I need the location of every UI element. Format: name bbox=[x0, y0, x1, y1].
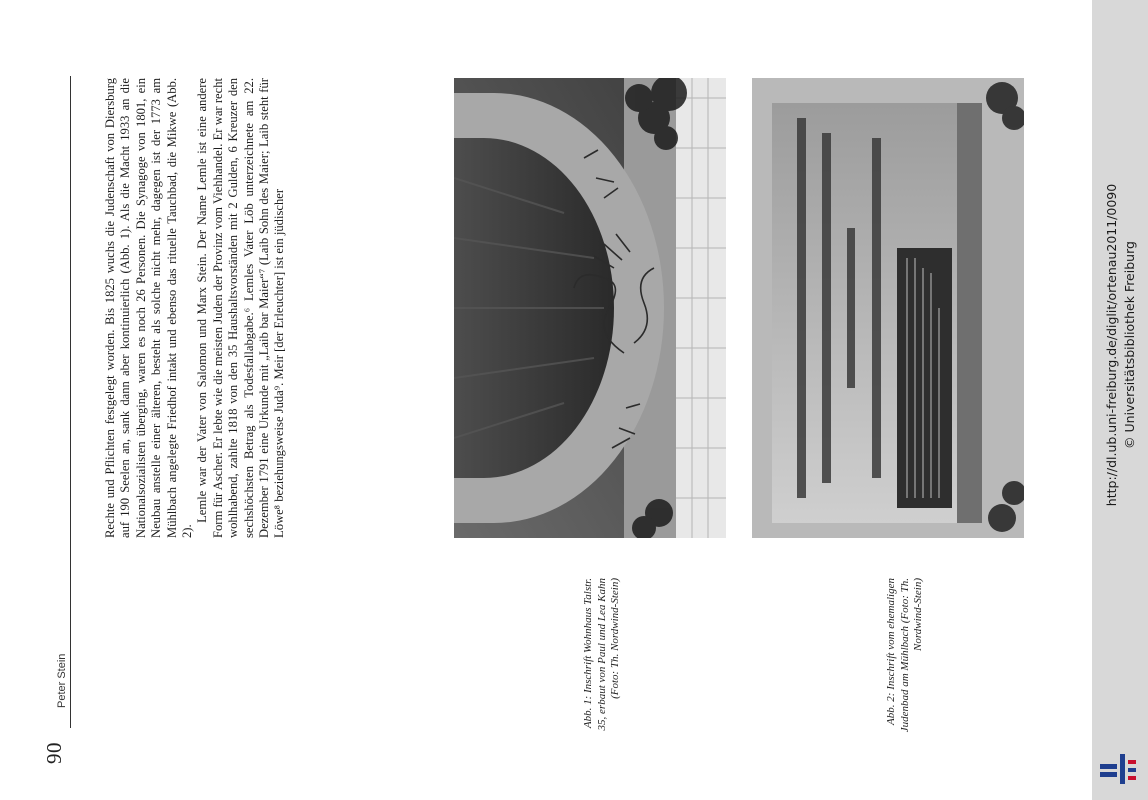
permalink-url[interactable]: http://dl.ub.uni-freiburg.de/diglit/ortenau2011/0090 bbox=[1104, 183, 1119, 507]
paragraph-1: Rechte und Pflichten festgelegt worden. Bis 1825 wuchs die Judenschaft von Diersburg auf 190 Seelen an, sank dann aber kontinuierlich (Abb. 1). Als die Macht 1933 an die Nationalsozialisten überging, waren es noch 26 Personen. Die Synagoge von 1801, ein Neubau anstelle einer älteren, besteht als solche nicht mehr, dagegen ist der 1773 am Mühlbach angelegte Friedhof intakt und ebenso das rituelle Tauchbad, die Mikwe (Abb. 2). bbox=[103, 78, 195, 538]
figure-2-caption: Abb. 2: Inschrift vom ehemaligen Judenbad am Mühlbach (Foto: Th. Nordwind-Stein) bbox=[885, 578, 924, 733]
copyright-notice: © Universitätsbibliothek Freiburg bbox=[1122, 241, 1137, 449]
university-library-logo-icon bbox=[1100, 750, 1140, 788]
sidebar-text-block bbox=[1092, 20, 1148, 670]
figure-2-photo bbox=[752, 78, 1024, 538]
paragraph-2: Lemle war der Vater von Salomon und Marx Stein. Der Name Lemle ist eine andere Form für Ascher. Er lebte wie die meisten Juden der Provinz vom Viehhandel. Er war recht wohlhabend, zahlte 1818 von den 35 Haushaltsvorständen mit 2 Gulden, 6 Kreuzer den sechshöchsten Betrag als Todesfallabgabe.⁶ Lemles Vater Löb unterzeichnete am 22. Dezember 1791 eine Urkunde mit „Laib bar Maier“⁷ (Laib Sohn des Maier; Laib steht für Löwe⁸ beziehungsweise Juda⁹. Meir [der Erleuchter] ist ein jüdischer bbox=[195, 78, 287, 538]
body-text bbox=[103, 78, 288, 538]
figure-1-photo bbox=[454, 78, 726, 538]
header-rule bbox=[70, 76, 71, 728]
figure-1-caption: Abb. 1: Inschrift Wohnhaus Talstr. 35, erbaut von Paul und Lea Kahn (Foto: Th. Nordwind-Stein) bbox=[582, 578, 621, 731]
running-head-author: Peter Stein bbox=[56, 653, 68, 708]
repository-sidebar bbox=[1092, 0, 1148, 800]
page-number: 90 bbox=[42, 742, 66, 764]
